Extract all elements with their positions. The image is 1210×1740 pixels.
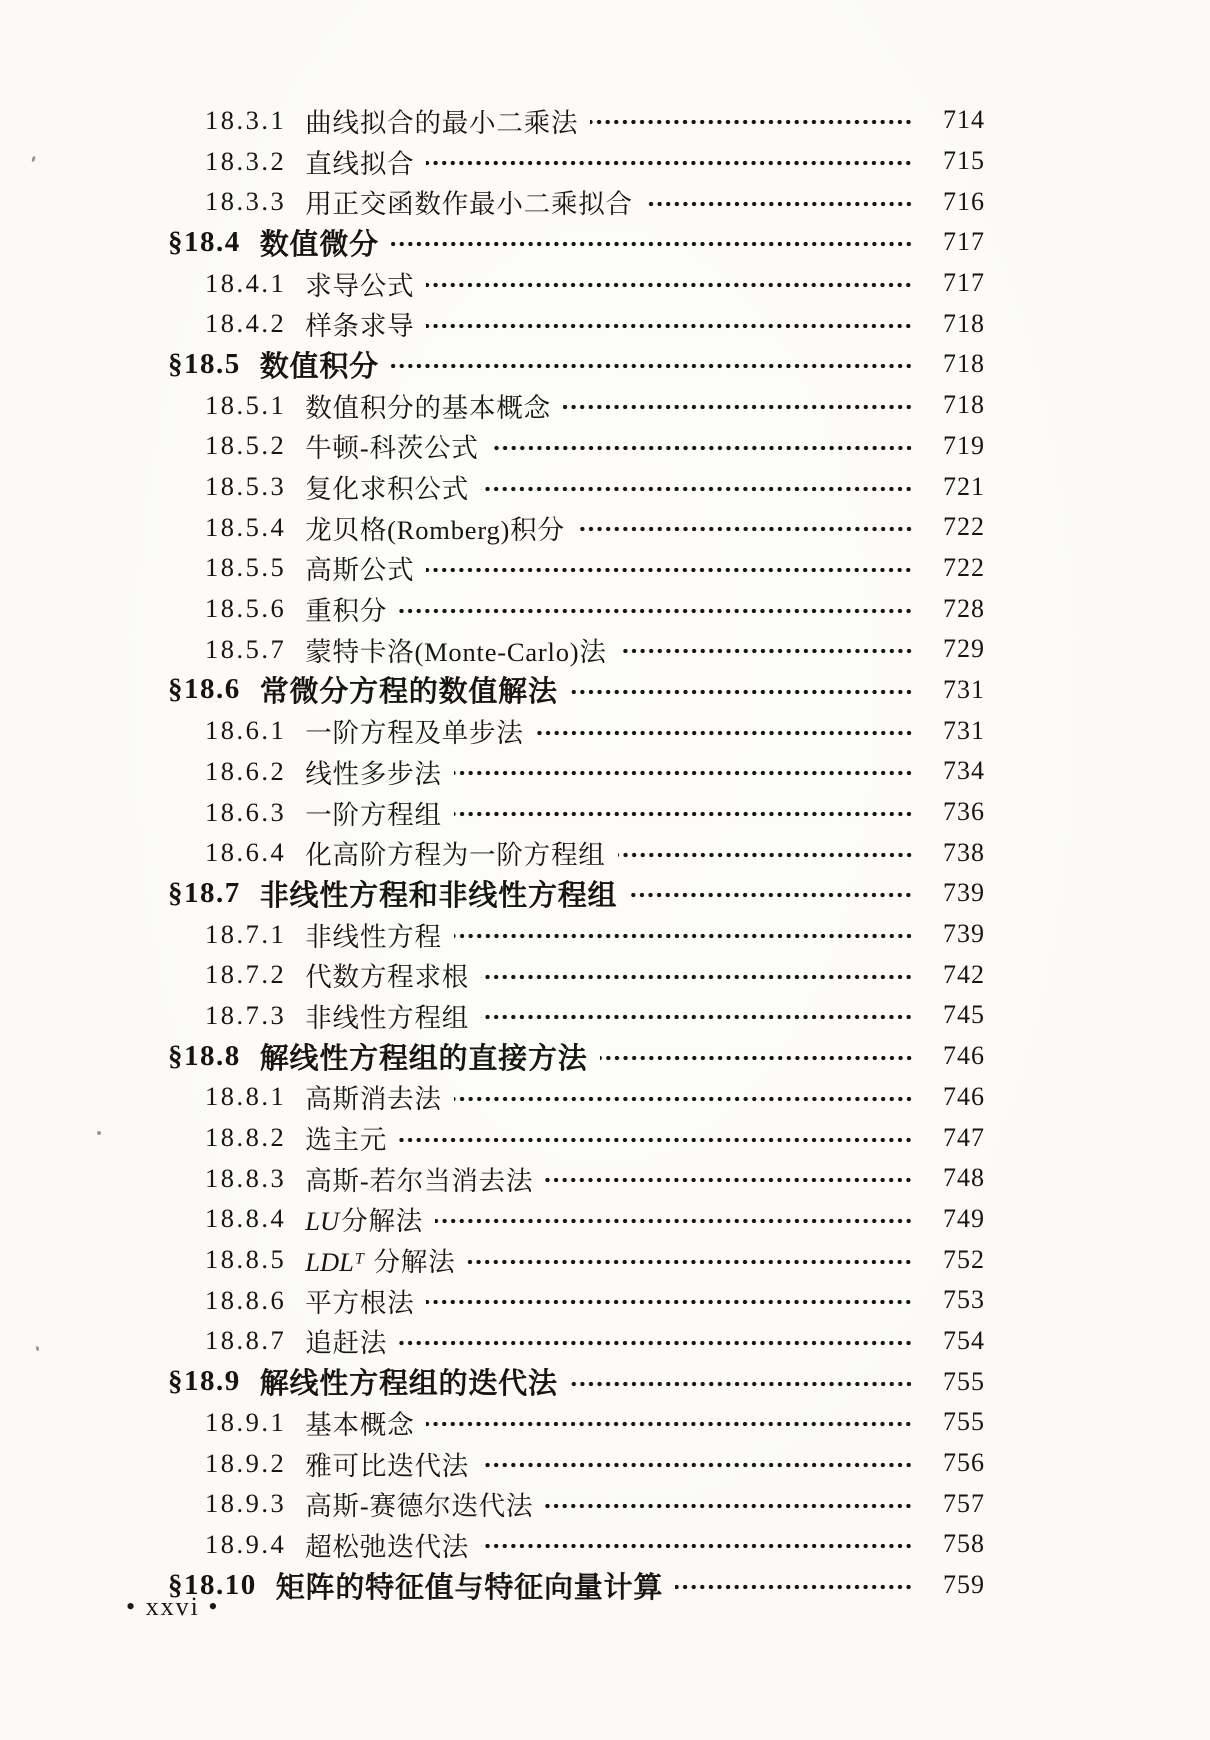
entry-title: 选主元	[305, 1125, 388, 1156]
entry-title: 直线拟合	[305, 148, 415, 179]
entry-title: 复化求积公式	[305, 474, 470, 505]
toc-entry	[0, 548, 1210, 589]
entry-page-number: 746	[943, 1081, 985, 1111]
entry-title: 线性多步法	[305, 758, 442, 789]
entry-number: 18.5.7	[205, 633, 287, 664]
entry-title: 非线性方程	[305, 921, 442, 952]
dot-leader	[426, 567, 913, 573]
toc-entry	[0, 832, 1210, 873]
dot-leader	[481, 1543, 913, 1549]
dot-leader	[536, 730, 913, 736]
dot-leader	[545, 1177, 913, 1183]
toc-entry	[0, 670, 1210, 711]
dot-leader	[491, 445, 913, 451]
entry-title: 蒙特卡洛(Monte-Carlo)法	[305, 636, 607, 667]
dot-leader	[426, 282, 913, 288]
toc-entry	[0, 1321, 1210, 1362]
toc-entry	[0, 181, 1210, 222]
toc-entry	[0, 1158, 1210, 1199]
entry-title: 一阶方程及单步法	[305, 718, 524, 749]
toc-entry	[0, 141, 1210, 182]
entry-number: 18.6.4	[205, 837, 287, 868]
entry-title: 数值积分的基本概念	[305, 392, 551, 423]
entry-number: 18.3.1	[205, 104, 287, 135]
entry-page-number: 748	[943, 1163, 985, 1193]
entry-number: 18.5.2	[205, 430, 287, 461]
entry-number: 18.8.1	[205, 1081, 287, 1112]
toc-entry	[0, 1524, 1210, 1565]
entry-number: 18.6.1	[205, 715, 287, 746]
entry-page-number: 742	[943, 959, 985, 989]
entry-title: 非线性方程和非线性方程组	[259, 879, 618, 912]
entry-number: 18.4.2	[205, 308, 287, 339]
entry-title: 用正交函数作最小二乘拟合	[305, 189, 633, 220]
entry-number: 18.9.4	[205, 1528, 287, 1559]
entry-page-number: 752	[943, 1244, 985, 1274]
dot-leader	[426, 1299, 913, 1305]
entry-number: §18.4	[168, 225, 241, 258]
entry-number: 18.7.3	[205, 999, 287, 1030]
entry-number: 18.8.6	[205, 1284, 287, 1315]
entry-page-number: 715	[943, 146, 985, 176]
dot-leader	[454, 770, 913, 776]
entry-page-number: 736	[943, 797, 985, 827]
entry-title: 高斯消去法	[305, 1084, 442, 1115]
dot-leader	[454, 1096, 913, 1102]
entry-title: LDLᵀ 分解法	[305, 1247, 456, 1278]
toc-entry	[0, 954, 1210, 995]
entry-page-number: 759	[943, 1570, 985, 1600]
entry-number: 18.3.2	[205, 145, 287, 176]
entry-title: 一阶方程组	[305, 799, 442, 830]
entry-page-number: 722	[943, 512, 985, 542]
toc-entry	[0, 426, 1210, 467]
dot-leader	[481, 974, 913, 980]
entry-page-number: 717	[943, 227, 985, 257]
entry-title: 高斯公式	[305, 555, 415, 586]
entry-number: §18.10	[168, 1568, 257, 1601]
toc-entry	[0, 222, 1210, 263]
toc-entry	[0, 1483, 1210, 1524]
entry-number: §18.9	[168, 1365, 241, 1398]
entry-page-number: 754	[943, 1325, 985, 1355]
entry-page-number: 739	[943, 919, 985, 949]
toc-entry	[0, 710, 1210, 751]
entry-page-number: 731	[943, 715, 985, 745]
entry-title: 矩阵的特征值与特征向量计算	[275, 1571, 664, 1604]
entry-title: 数值微分	[259, 228, 379, 261]
entry-page-number: 753	[943, 1285, 985, 1315]
entry-number: 18.8.4	[205, 1203, 287, 1234]
entry-page-number: 756	[943, 1448, 985, 1478]
dot-leader	[426, 1421, 913, 1427]
entry-page-number: 746	[943, 1041, 985, 1071]
entry-number: §18.5	[168, 347, 241, 380]
entry-number: 18.8.3	[205, 1162, 287, 1193]
dot-leader	[619, 648, 913, 654]
entry-title: 求导公式	[305, 270, 415, 301]
toc-entry	[0, 303, 1210, 344]
dot-leader	[467, 1259, 913, 1265]
entry-page-number: 718	[943, 308, 985, 338]
dot-leader	[399, 1137, 913, 1143]
entry-page-number: 718	[943, 390, 985, 420]
dot-leader	[391, 241, 913, 247]
entry-title: 化高阶方程为一阶方程组	[305, 840, 606, 871]
toc-entry	[0, 466, 1210, 507]
entry-title: 平方根法	[305, 1287, 415, 1318]
entry-page-number: 722	[943, 552, 985, 582]
entry-title: 数值积分	[259, 350, 379, 383]
entry-title: 牛顿-科茨公式	[305, 433, 479, 464]
entry-number: 18.9.3	[205, 1488, 287, 1519]
entry-number: 18.5.4	[205, 511, 287, 542]
entry-number: 18.6.3	[205, 796, 287, 827]
entry-number: 18.5.5	[205, 552, 287, 583]
toc-entry	[0, 1402, 1210, 1443]
entry-page-number: 747	[943, 1122, 985, 1152]
entry-title: 基本概念	[305, 1409, 415, 1440]
entry-number: 18.4.1	[205, 267, 287, 298]
entry-number: §18.7	[168, 876, 241, 909]
entry-number: 18.8.5	[205, 1244, 287, 1275]
dot-leader	[629, 892, 913, 898]
entry-page-number: 755	[943, 1407, 985, 1437]
entry-page-number: 731	[943, 674, 985, 704]
entry-number: 18.8.7	[205, 1325, 287, 1356]
toc-entry	[0, 344, 1210, 385]
entry-page-number: 757	[943, 1488, 985, 1518]
toc-entry	[0, 588, 1210, 629]
dot-leader	[577, 526, 913, 532]
entry-title: 雅可比迭代法	[305, 1450, 470, 1481]
entry-page-number: 749	[943, 1203, 985, 1233]
toc-entry	[0, 1239, 1210, 1280]
entry-number: §18.8	[168, 1039, 241, 1072]
entry-title: 常微分方程的数值解法	[259, 676, 558, 709]
entry-number: §18.6	[168, 673, 241, 706]
dot-leader	[570, 1381, 913, 1387]
entry-title: 代数方程求根	[305, 962, 470, 993]
entry-page-number: 745	[943, 1000, 985, 1030]
entry-title: 重积分	[305, 596, 388, 627]
dot-leader	[426, 160, 913, 166]
entry-page-number: 717	[943, 268, 985, 298]
dot-leader	[399, 1340, 913, 1346]
entry-page-number: 729	[943, 634, 985, 664]
entry-number: 18.5.1	[205, 389, 287, 420]
dot-leader	[545, 1503, 913, 1509]
entry-number: 18.5.3	[205, 471, 287, 502]
entry-page-number: 719	[943, 430, 985, 460]
entry-title: 龙贝格(Romberg)积分	[305, 514, 565, 545]
toc-entry	[0, 1361, 1210, 1402]
page-footer: • xxvi •	[126, 1592, 220, 1621]
toc-entry	[0, 263, 1210, 304]
dot-leader	[600, 1055, 913, 1061]
dot-leader	[563, 404, 913, 410]
entry-number: 18.7.1	[205, 918, 287, 949]
toc-entry	[0, 914, 1210, 955]
dot-leader	[435, 1218, 913, 1224]
entry-page-number: 738	[943, 837, 985, 867]
toc-entry	[0, 792, 1210, 833]
toc-entry	[0, 1199, 1210, 1240]
entry-title: LU分解法	[305, 1206, 424, 1237]
dot-leader	[454, 933, 913, 939]
dot-leader	[391, 363, 913, 369]
dot-leader	[481, 1462, 913, 1468]
entry-page-number: 734	[943, 756, 985, 786]
scan-speck	[97, 1131, 101, 1135]
toc-entry	[0, 1117, 1210, 1158]
dot-leader	[426, 323, 913, 329]
dot-leader	[481, 1014, 913, 1020]
toc-entry	[0, 1280, 1210, 1321]
entry-title: 高斯-若尔当消去法	[305, 1165, 534, 1196]
entry-page-number: 755	[943, 1366, 985, 1396]
entry-number: 18.3.3	[205, 186, 287, 217]
dot-leader	[570, 689, 913, 695]
toc-entry	[0, 873, 1210, 914]
entry-page-number: 716	[943, 186, 985, 216]
entry-number: 18.9.2	[205, 1447, 287, 1478]
entry-title: 样条求导	[305, 311, 415, 342]
entry-number: 18.6.2	[205, 755, 287, 786]
entry-page-number: 718	[943, 349, 985, 379]
dot-leader	[481, 486, 913, 492]
toc-entry	[0, 1443, 1210, 1484]
entry-title: 追赶法	[305, 1328, 388, 1359]
toc-entry	[0, 100, 1210, 141]
entry-page-number: 758	[943, 1529, 985, 1559]
entry-title: 超松弛迭代法	[305, 1531, 470, 1562]
toc-entry	[0, 385, 1210, 426]
dot-leader	[675, 1584, 913, 1590]
entry-number: 18.7.2	[205, 959, 287, 990]
entry-page-number: 728	[943, 593, 985, 623]
toc-entry	[0, 507, 1210, 548]
entry-title: 高斯-赛德尔迭代法	[305, 1491, 534, 1522]
entry-title: 解线性方程组的直接方法	[259, 1042, 588, 1075]
toc-entry	[0, 1036, 1210, 1077]
entry-page-number: 714	[943, 105, 985, 135]
entry-title: 曲线拟合的最小二乘法	[305, 107, 579, 138]
toc-entry	[0, 1077, 1210, 1118]
dot-leader	[454, 811, 913, 817]
toc-entry	[0, 751, 1210, 792]
toc-entry	[0, 995, 1210, 1036]
dot-leader	[399, 608, 913, 614]
entry-number: 18.9.1	[205, 1406, 287, 1437]
dot-leader	[645, 201, 913, 207]
entry-number: 18.5.6	[205, 593, 287, 624]
entry-page-number: 739	[943, 878, 985, 908]
dot-leader	[618, 852, 913, 858]
entry-number: 18.8.2	[205, 1122, 287, 1153]
entry-title: 解线性方程组的迭代法	[259, 1368, 558, 1401]
dot-leader	[590, 119, 913, 125]
entry-title: 非线性方程组	[305, 1002, 470, 1033]
toc-entry	[0, 629, 1210, 670]
entry-page-number: 721	[943, 471, 985, 501]
